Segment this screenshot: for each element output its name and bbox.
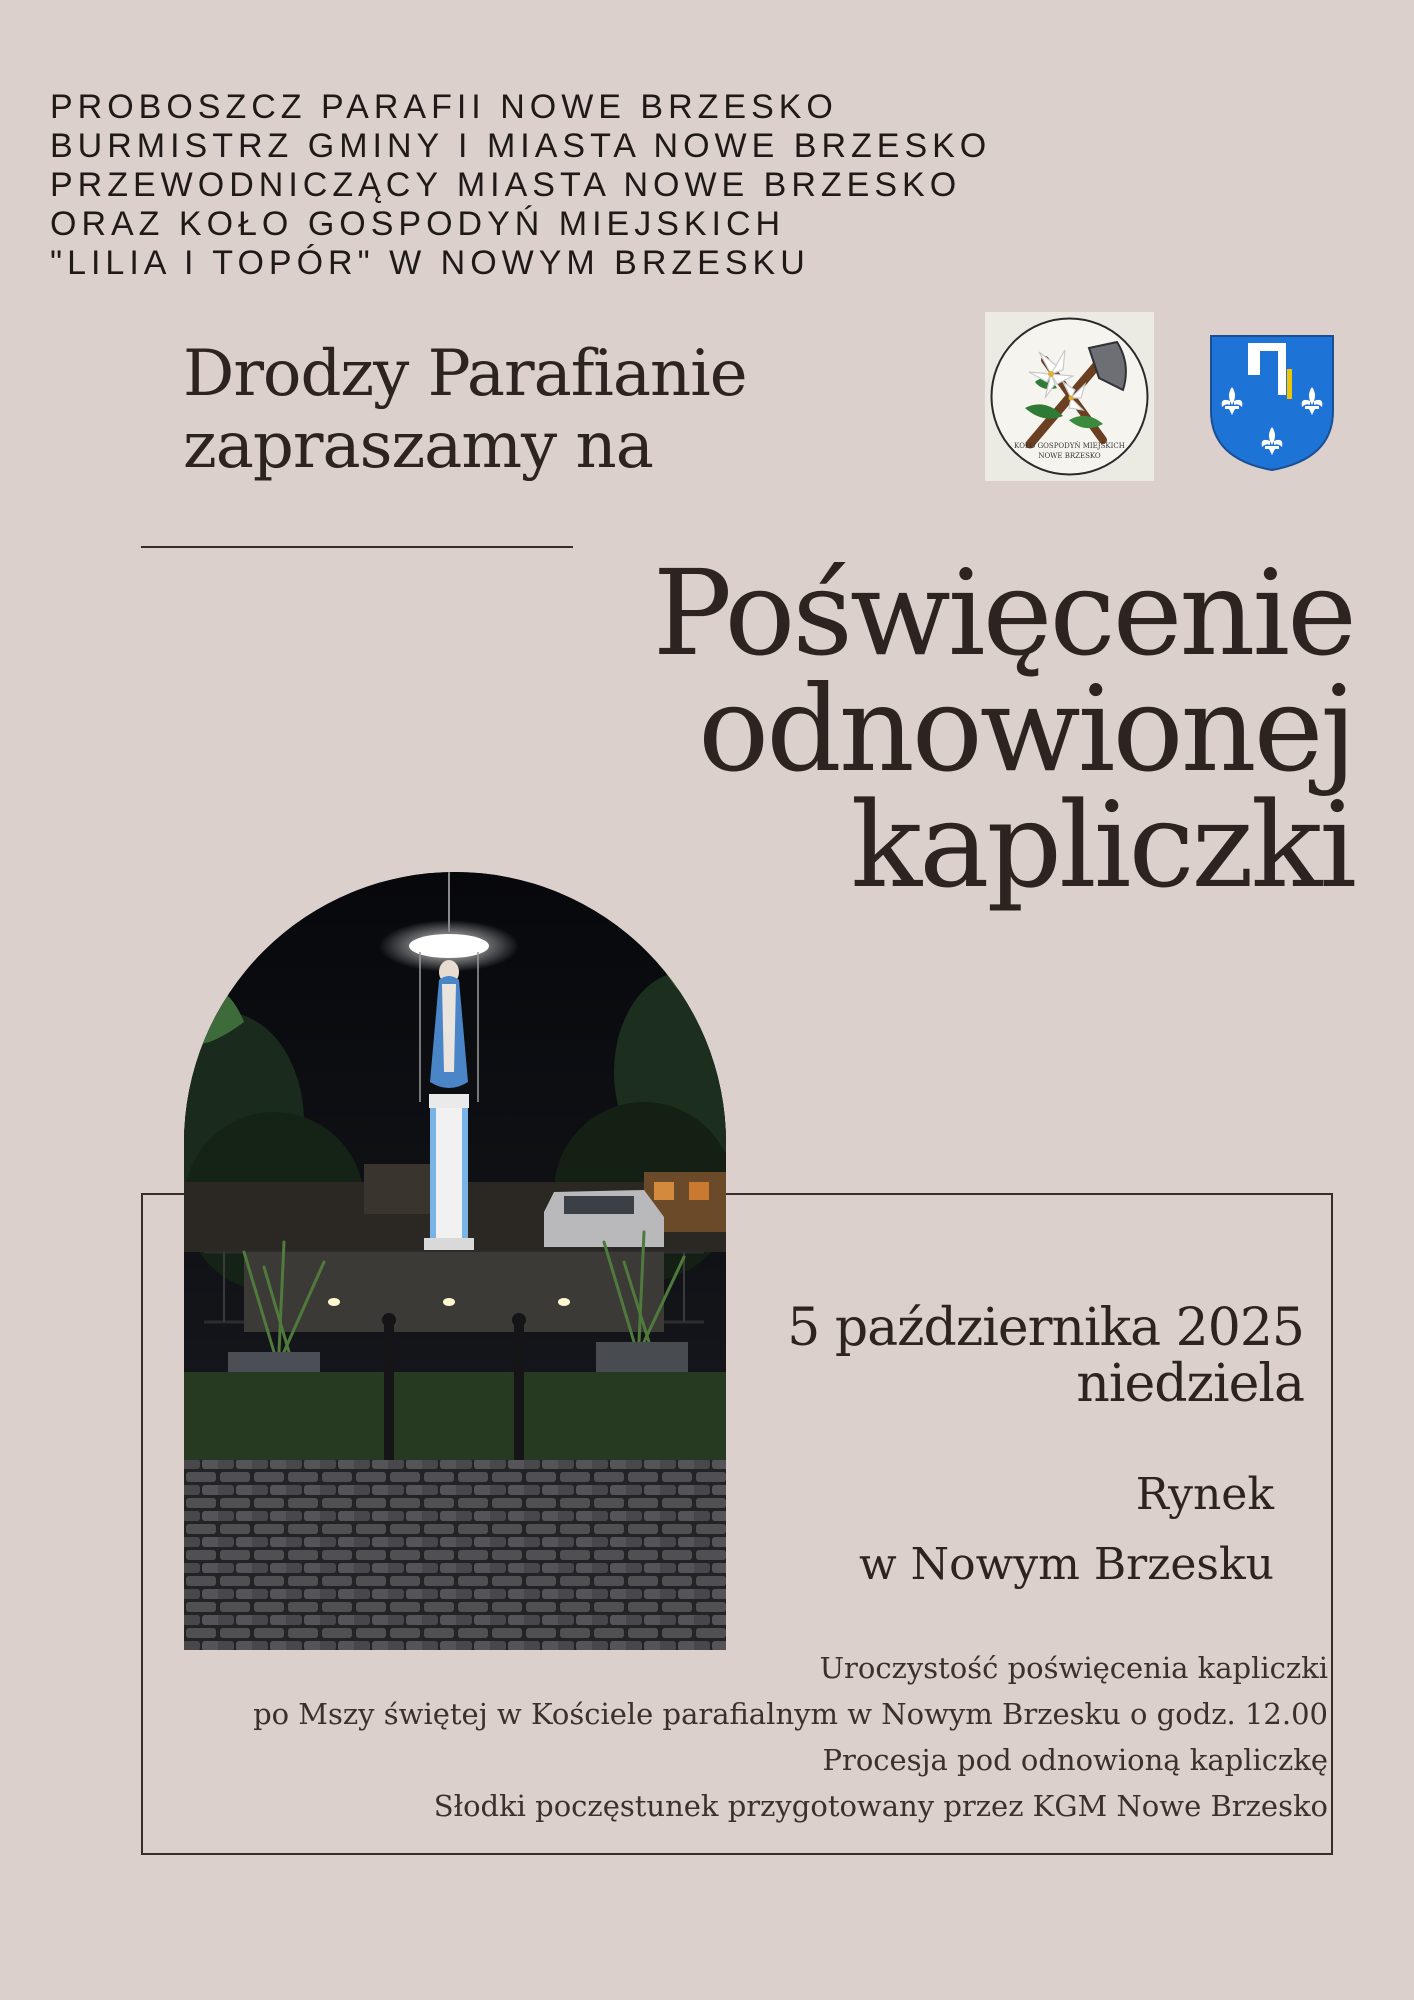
coat-of-arms-icon: [1208, 333, 1336, 473]
coat-of-arms: [1208, 333, 1336, 473]
greeting-line-2: zapraszamy na: [183, 409, 653, 483]
event-weekday: niedziela: [1076, 1354, 1304, 1414]
event-title-line-2: odnowionej: [698, 660, 1354, 798]
event-place: [859, 1460, 1274, 1600]
event-detail-line: Procesja pod odnowioną kapliczkę: [822, 1743, 1328, 1777]
event-detail-line: Uroczystość poświęcenia kapliczki: [819, 1651, 1328, 1685]
organizer-line: PROBOSZCZ PARAFII NOWE BRZESKO: [50, 88, 838, 126]
kgm-logo-text-bottom: NOWE BRZESKO: [1038, 452, 1101, 460]
lily-axe-emblem-icon: [985, 312, 1154, 481]
greeting-line-1: Drodzy Parafianie: [183, 337, 747, 411]
event-title: [652, 544, 1354, 914]
organizer-line: ORAZ KOŁO GOSPODYŃ MIEJSKICH: [50, 205, 786, 243]
shrine-photo: [184, 872, 726, 1650]
event-date: [787, 1300, 1304, 1412]
divider-line: [141, 546, 573, 548]
organizer-line: BURMISTRZ GMINY I MIASTA NOWE BRZESKO: [50, 127, 992, 165]
organizer-line: PRZEWODNICZĄCY MIASTA NOWE BRZESKO: [50, 166, 962, 204]
event-date-text: 5 października 2025: [787, 1298, 1304, 1358]
event-title-line-1: Poświęcenie: [652, 544, 1354, 682]
event-place-line-2: w Nowym Brzesku: [858, 1539, 1274, 1590]
event-details: [253, 1645, 1328, 1829]
organizers-list: [50, 88, 1150, 283]
event-detail-line: Słodki poczęstunek przygotowany przez KGM Nowe Brzesko: [433, 1789, 1328, 1823]
event-place-line-1: Rynek: [1135, 1469, 1274, 1520]
event-detail-line: po Mszy świętej w Kościele parafialnym w Nowym Brzesku o godz. 12.00: [253, 1697, 1328, 1731]
kgm-logo: [985, 312, 1154, 481]
kgm-logo-text-top: KOŁO GOSPODYŃ MIEJSKICH: [1014, 442, 1125, 450]
greeting: [183, 338, 747, 482]
event-title-line-3: kapliczki: [850, 776, 1354, 914]
organizer-line: "LILIA I TOPÓR" W NOWYM BRZESKU: [50, 244, 810, 282]
shrine-night-scene-icon: [184, 872, 726, 1650]
